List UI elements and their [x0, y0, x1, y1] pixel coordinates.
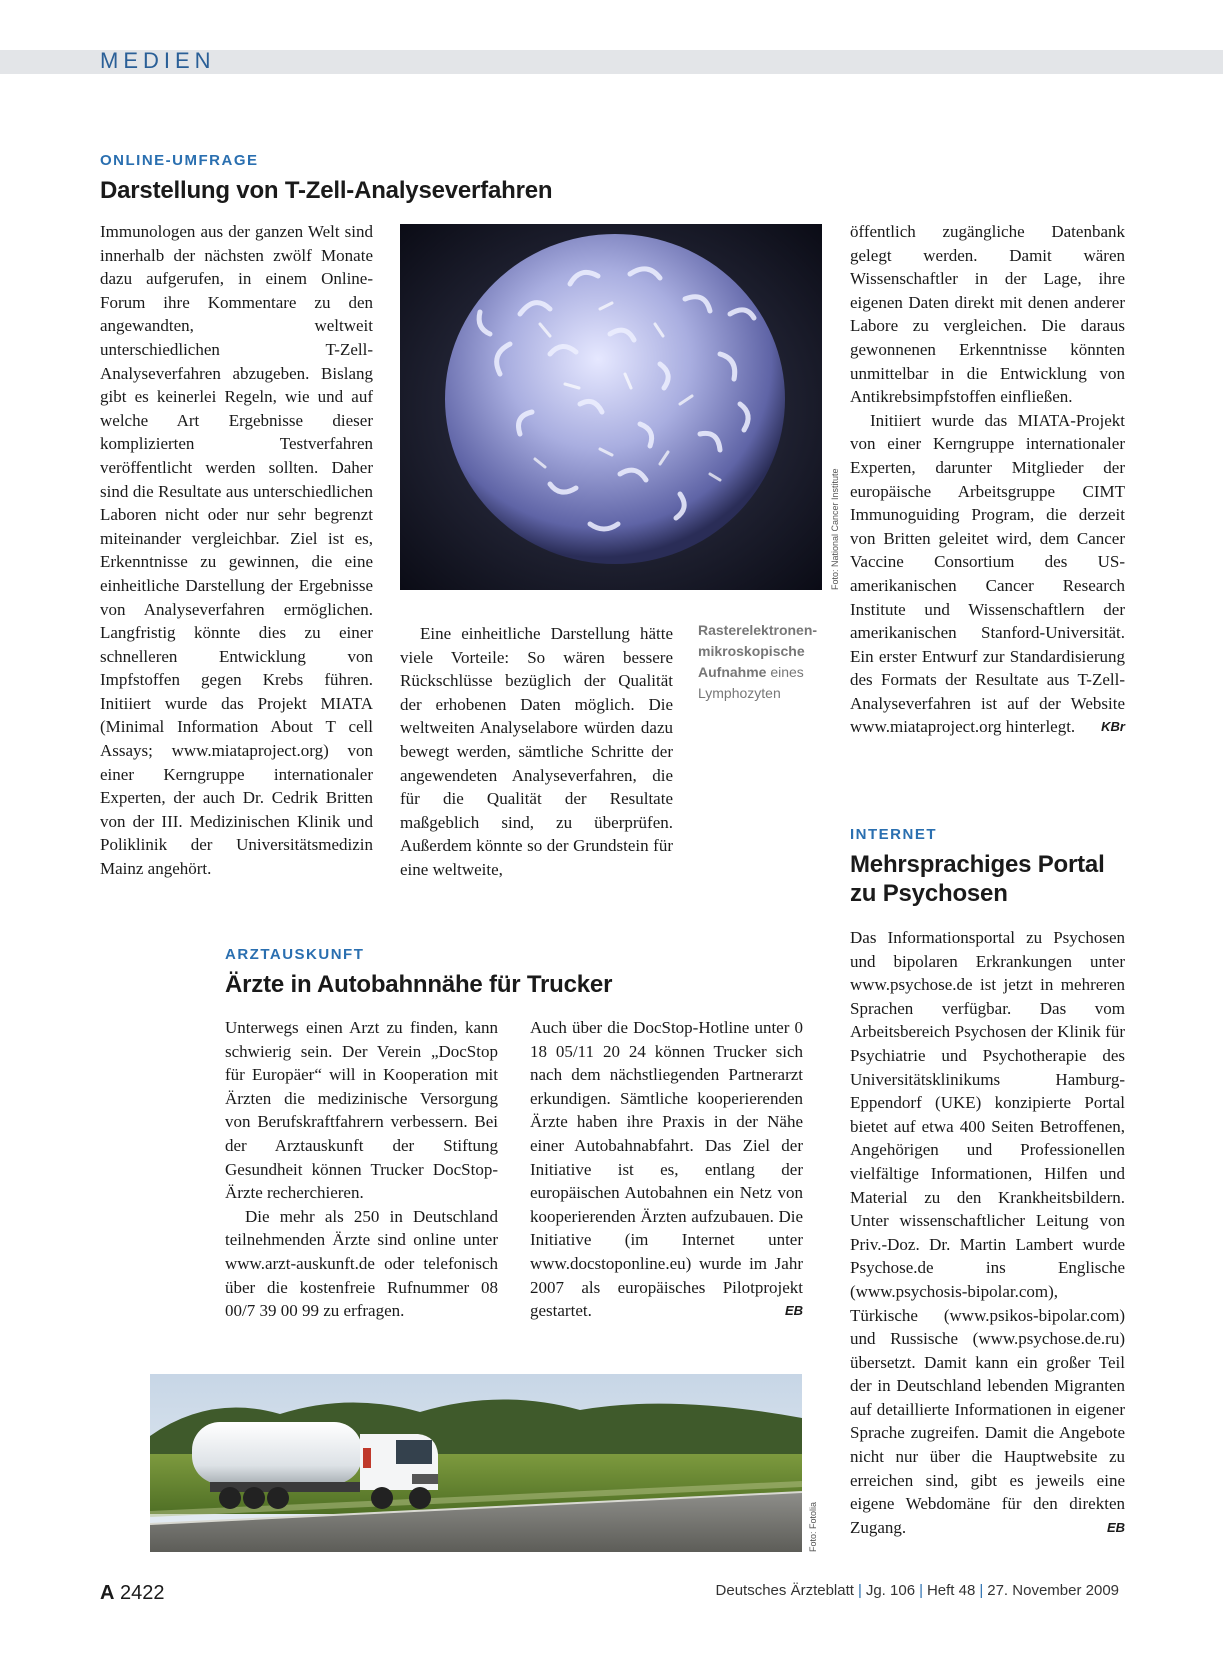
article3-paragraph-text: Das Informationsportal zu Psychosen und bipolaren Erkrankungen unter www.psychose.de ist jetzt in mehreren Sprachen verfügbar. Das vom Arbeitsbereich Psychosen der Klinik für Psychiatrie und Psychotherapie des Universitätsklinikums Hamburg-Eppendorf (UKE) konzipierte Portal bietet auf etwa 400 Seiten Betroffenen, Angehörigen und Professionellen vielfältige Informationen, Hilfen und Material zu den Krankheitsbildern. Unter wissenschaftlicher Leitung von Priv.-Doz. Dr. Martin Lambert wurde Psychose.de ins Englische (www.psychosis-bipolar.com), Türkische (www.psikos-bipolar.com) und Russische (www.psychose.de.ru) übersetzt. Damit kann ein großer Teil der in Deutschland lebenden Migranten auf detaillierte Informationen in eigener Sprache zugreifen. Damit die Angebote nicht nur über die Hauptwebsite zu erreichen sind, gibt es jeweils eine eigene Webdomäne für den direkten Zugang.: [850, 928, 1125, 1537]
page-prefix: A: [100, 1582, 115, 1604]
article3-paragraph: [850, 926, 1125, 1539]
separator: |: [919, 1582, 923, 1599]
article3-signature: EB: [1106, 1519, 1125, 1535]
article1-signature: KBr: [1101, 719, 1125, 735]
article2-paragraph: [530, 1016, 803, 1323]
article1-kicker: ONLINE-UMFRAGE: [100, 152, 259, 169]
article1-paragraph: Eine einheitliche Darstellung hätte viele Vorteile: So wären bessere Rückschlüsse bezüglich der Qualität der erhobenen Daten möglich. Die weltweiten Analyselabore würden dazu bewegt werden, sämtliche Schritte der angewendeten Analyseverfahren, die für die Qualität der Resultate maßgeblich sind, zu überprüfen. Außerdem könnte so der Grundstein für eine weltweite,: [400, 624, 673, 879]
photo-caption: [698, 620, 828, 704]
article3-kicker: INTERNET: [850, 826, 937, 843]
truck-photo: [150, 1374, 802, 1552]
article2-column-1: [225, 1016, 498, 1323]
journal-volume: Jg. 106: [865, 1582, 916, 1599]
article2-title: Ärzte in Autobahnnähe für Trucker: [225, 971, 613, 998]
journal-info: [716, 1582, 1119, 1599]
lymphocyte-photo: [400, 224, 822, 590]
lymphocyte-image: [400, 224, 822, 590]
journal-issue: Heft 48: [926, 1582, 976, 1599]
caption-bold: Rasterelektronen-mikroskopische Aufnahme: [698, 622, 818, 680]
article1-column-3: [850, 220, 1125, 739]
separator: |: [857, 1582, 862, 1599]
article2-paragraph: Unterwegs einen Arzt zu finden, kann schwierig sein. Der Verein „DocStop für Europäer“ will in Kooperation mit Ärzten die medizinische Versorgung von Berufskraftfahrern verbessern. Bei der Arztauskunft der Stiftung Gesundheit können Trucker DocStop-Ärzte recherchieren.: [225, 1018, 498, 1203]
photo-credit-1: Foto: National Cancer Institute: [830, 468, 840, 590]
article2-kicker: ARZTAUSKUNFT: [225, 946, 365, 963]
article3-column: [850, 926, 1125, 1539]
article2-column-2: [530, 1016, 803, 1323]
photo-credit-2: Foto: Fotolia: [808, 1501, 818, 1552]
article2-paragraph: Die mehr als 250 in Deutschland teilnehmenden Ärzte sind online unter www.arzt-auskunft.de oder telefonisch über die kostenfreie Rufnummer 08 00/7 39 00 99 zu erfragen.: [225, 1206, 498, 1321]
article2-paragraph-text: Auch über die DocStop-Hotline unter 0 18 05/11 20 24 können Trucker sich nach dem nächstliegenden Partnerarzt erkundigen. Sämtliche kooperierenden Ärzte haben ihre Praxis in der Nähe einer Autobahnabfahrt. Das Ziel der Initiative ist es, entlang der europäischen Autobahnen ein Netz von kooperierenden Ärzten aufzubauen. Die Initiative (im Internet unter www.docstoponline.eu) wurde im Jahr 2007 als europäisches Pilotprojekt gestartet.: [530, 1018, 803, 1321]
page-number: [100, 1582, 165, 1605]
page-number-value: 2422: [120, 1582, 165, 1604]
section-label: MEDIEN: [100, 48, 216, 73]
journal-name: Deutsches Ärzteblatt: [715, 1582, 854, 1599]
article1-paragraph-text: Initiiert wurde das MIATA-Projekt von einer Kerngruppe internationaler Experten, darunter Mitglieder der europäische Arbeitsgruppe CIMT Immunoguiding Program, die derzeit von Britten geleitet wird, dem Cancer Vaccine Consortium des US-amerikanischen Cancer Research Institute und Wissenschaftlern der amerikanischen Stanford-Universität. Ein erster Entwurf zur Standardisierung des Formats der Resultate aus T-Zell-Analyseverfahren ist auf der Website www.miataproject.org hinterlegt.: [850, 410, 1125, 737]
article1-column-1: [100, 220, 373, 881]
truck-image: [150, 1374, 802, 1552]
article2-signature: EB: [784, 1303, 803, 1319]
journal-date: 27. November 2009: [987, 1582, 1119, 1599]
article1-title: Darstellung von T-Zell-Analyseverfahren: [100, 177, 553, 204]
article1-column-2: [400, 622, 673, 882]
separator: |: [979, 1582, 984, 1599]
caption-text: eines Lymphozyten: [698, 664, 804, 701]
article1-paragraph: Immunologen aus der ganzen Welt sind innerhalb der nächsten zwölf Monate dazu aufgerufen, in einem Online-Forum ihre Kommentare zu den angewandten, weltweit unterschiedlichen T-Zell-Analyseverfahren abzugeben. Bislang gibt es keinerlei Regeln, wie und auf welche Art Ergebnisse dieser komplizierten Testverfahren veröffentlicht werden sollten. Daher sind die Resultate aus unterschiedlichen Laboren nicht oder nur sehr begrenzt miteinander vergleichbar. Ziel ist es, Erkenntnisse zu gewinnen, die eine einheitliche Darstellung der Ergebnisse von Analyseverfahren ermöglichen. Langfristig könnte dies zu einer schnelleren Entwicklung von Impfstoffen gegen Krebs führen. Initiiert wurde das Projekt MIATA (Minimal Information About T cell Assays; www.miataproject.org) von einer Kerngruppe internationaler Experten, der auch Dr. Cedrik Britten von der III. Medizinischen Klinik und Poliklinik der Universitätsmedizin Mainz angehört.: [100, 222, 373, 879]
article1-paragraph: [850, 409, 1125, 739]
article3-title: Mehrsprachiges Portal zu Psychosen: [850, 851, 1105, 907]
article1-paragraph: öffentlich zugängliche Datenbank gelegt werden. Damit wären Wissenschaftler in der Lage, ihre eigenen Daten direkt mit denen anderer Labore zu vergleichen. Die daraus gewonnenen Erkenntnisse könnten unmittelbar in die Entwicklung von Antikrebsimpfstoffen einfließen.: [850, 222, 1125, 407]
